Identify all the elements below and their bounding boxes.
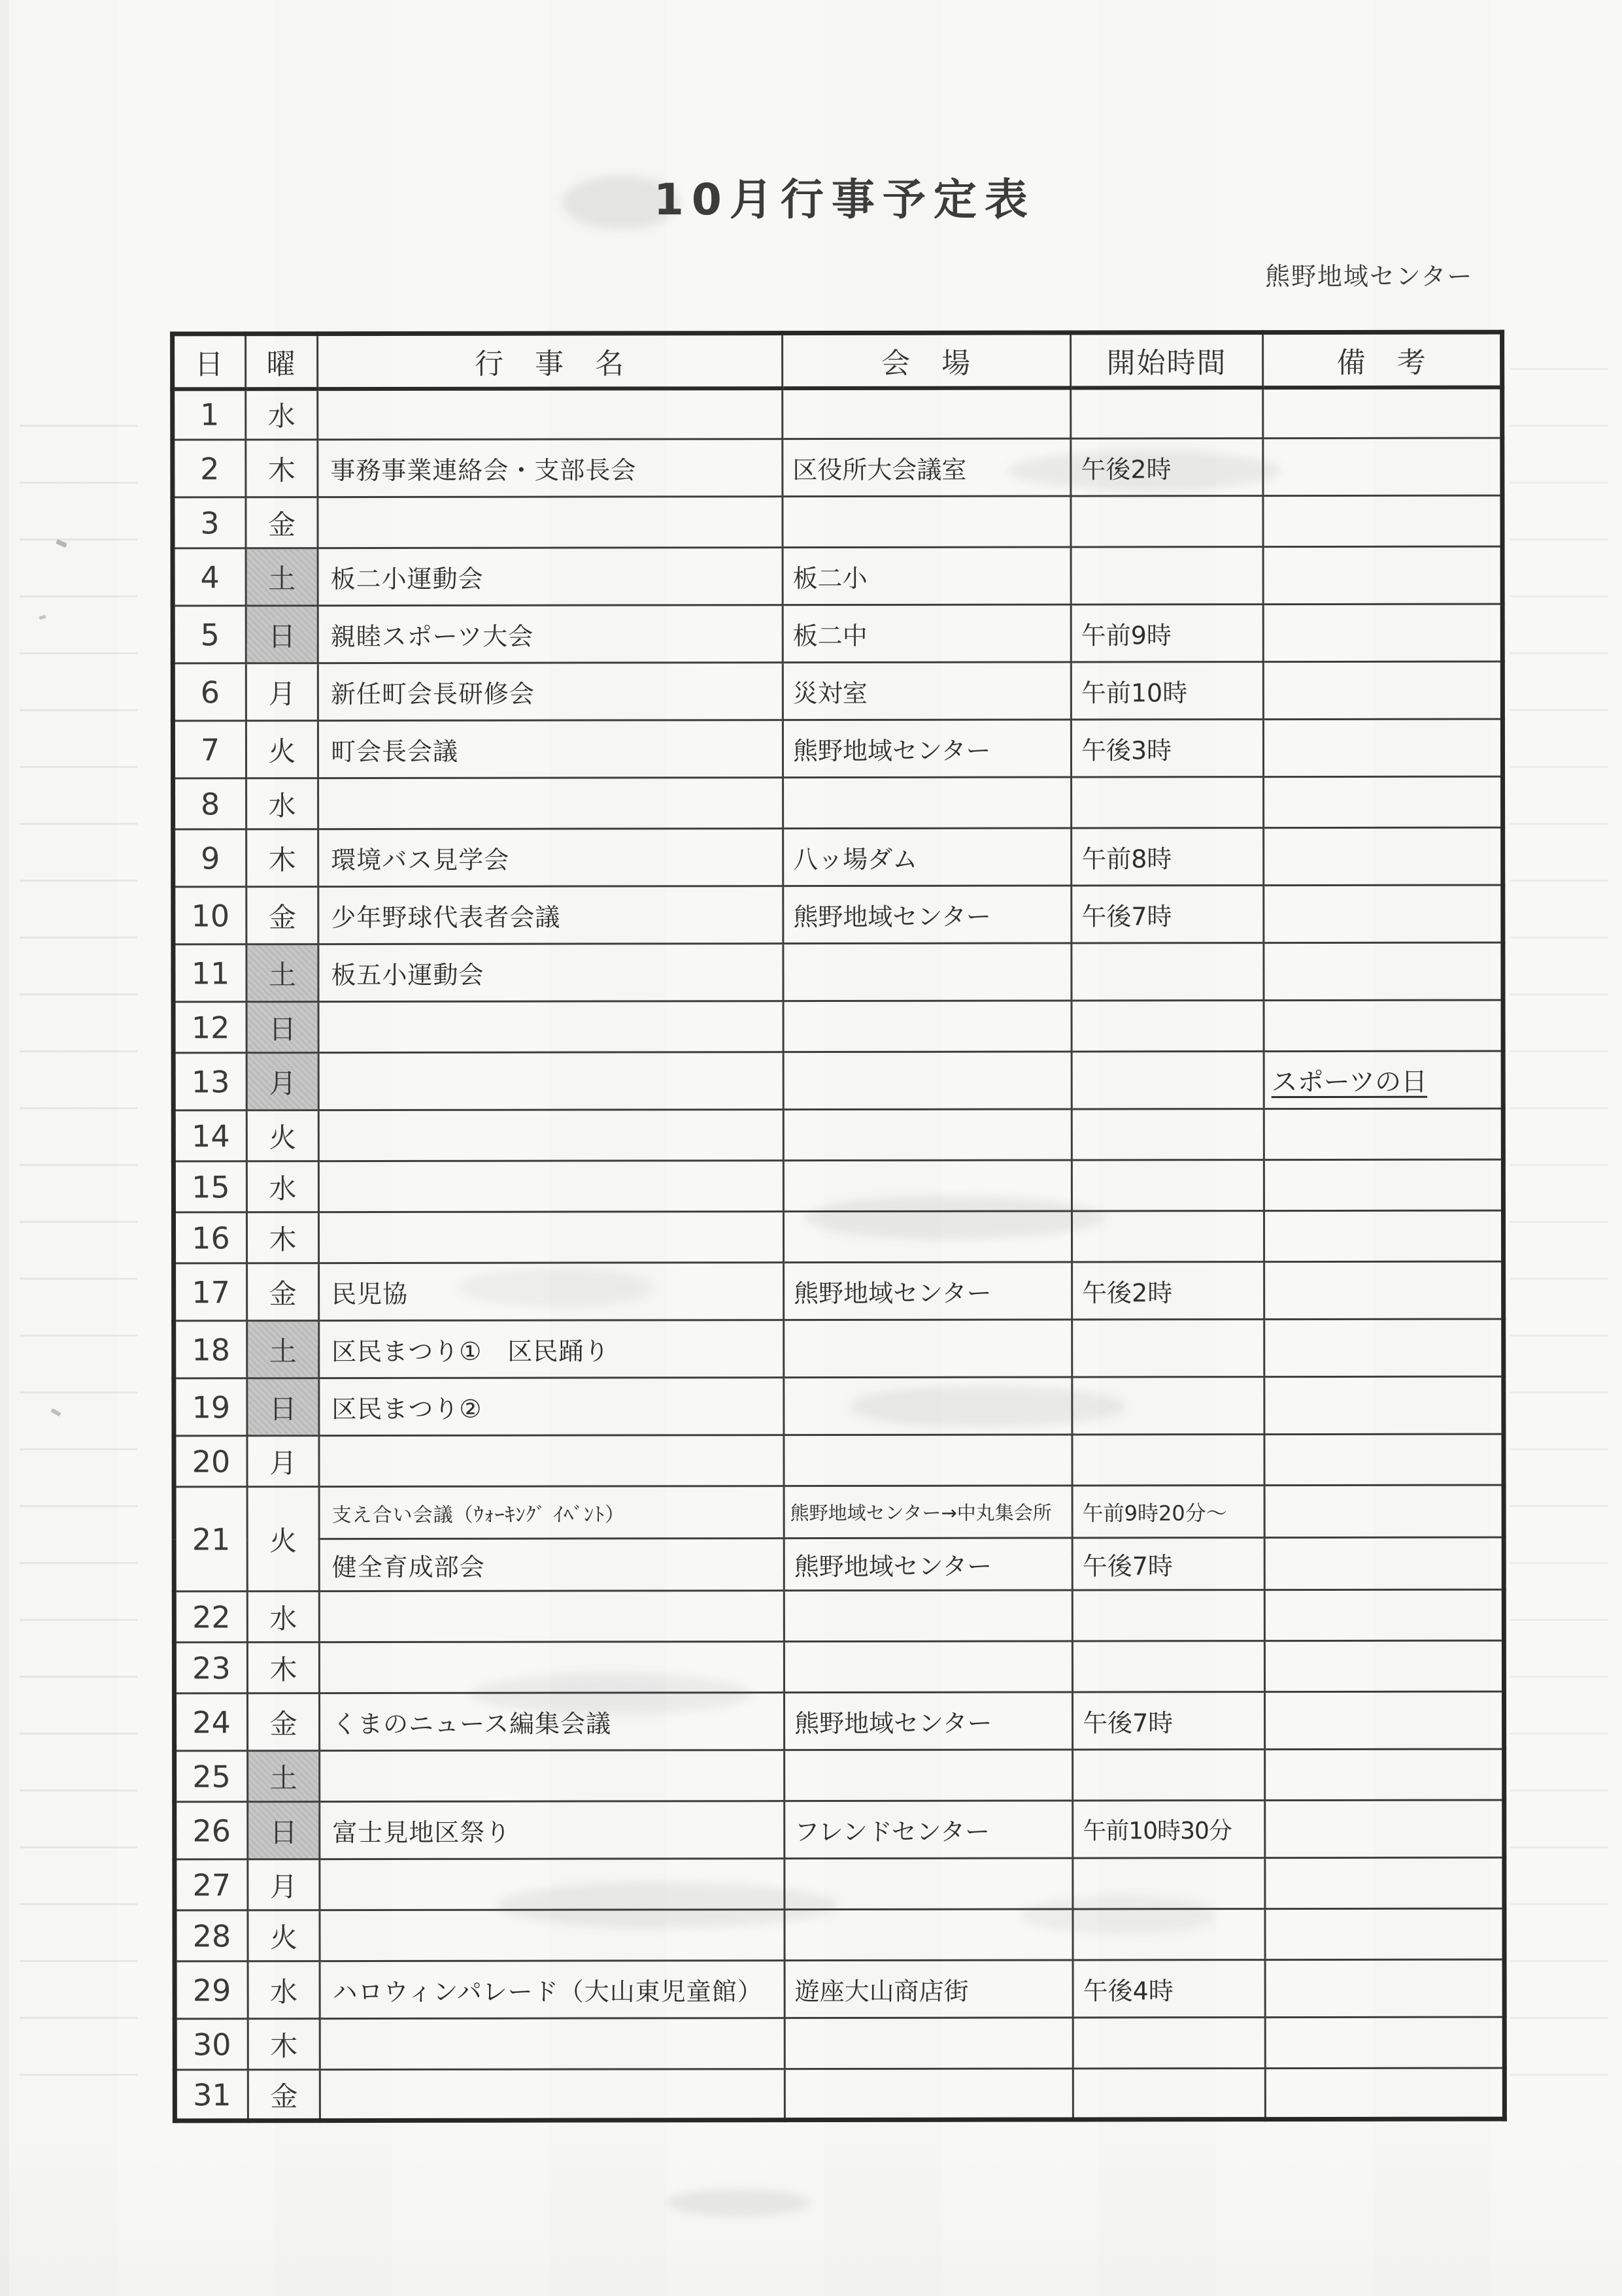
weekday-cell: 金 [248, 2070, 320, 2121]
day-cell: 27 [175, 1859, 248, 1910]
venue-cell: 熊野地域センター→中丸集会所 [784, 1486, 1072, 1539]
event-cell: 板五小運動会 [318, 944, 783, 1002]
venue-cell: 熊野地域センター [783, 886, 1072, 944]
event-cell [318, 1110, 783, 1161]
time-cell [1073, 2018, 1265, 2069]
venue-cell [783, 1001, 1072, 1052]
day-cell: 18 [174, 1321, 247, 1378]
schedule-row-9 [173, 827, 1503, 887]
day-cell: 19 [174, 1378, 247, 1436]
document-title: 10月行事予定表 [654, 175, 1036, 225]
event-cell [320, 2069, 785, 2121]
day-cell: 12 [173, 1002, 246, 1053]
time-cell: 午前8時 [1072, 828, 1264, 886]
schedule-row-18 [174, 1319, 1504, 1378]
remarks-cell [1263, 661, 1502, 720]
time-cell: 午後4時 [1073, 1960, 1265, 2018]
time-cell: 午後7時 [1072, 886, 1264, 943]
time-cell: 午前9時20分～ [1072, 1486, 1264, 1538]
organization-label: 熊野地域センター [1265, 262, 1474, 291]
event-cell: 事務事業連絡会・支部長会 [318, 439, 783, 497]
header-row [173, 332, 1502, 389]
remarks-cell [1264, 1159, 1503, 1211]
day-cell: 2 [173, 440, 246, 497]
venue-cell [785, 1909, 1073, 1961]
venue-cell: 熊野地域センター [784, 1262, 1072, 1320]
weekday-cell: 日 [248, 1802, 320, 1859]
time-cell: 午後3時 [1071, 720, 1263, 777]
remarks-cell [1264, 1640, 1504, 1692]
schedule-row-27 [175, 1857, 1504, 1910]
event-cell: 環境バス見学会 [318, 829, 783, 887]
time-cell [1073, 1909, 1265, 1960]
scan-speck [51, 1408, 61, 1417]
schedule-row-10 [173, 885, 1503, 944]
schedule-row-21a [174, 1485, 1504, 1539]
schedule-row-12 [173, 1000, 1503, 1053]
venue-cell: 八ッ場ダム [783, 828, 1072, 886]
day-cell: 21 [174, 1487, 247, 1591]
remarks-cell [1265, 2068, 1504, 2120]
weekday-cell: 金 [247, 1263, 319, 1321]
day-cell: 24 [174, 1693, 247, 1751]
remarks-cell [1265, 2017, 1504, 2069]
day-cell: 17 [174, 1263, 247, 1321]
schedule-row-22 [174, 1589, 1504, 1642]
venue-cell [783, 496, 1071, 548]
venue-cell [784, 1377, 1072, 1435]
venue-cell [785, 2069, 1073, 2120]
weekday-cell: 月 [246, 663, 318, 721]
right-margin-bleed-lines [1510, 366, 1608, 2131]
day-cell: 15 [173, 1161, 246, 1212]
day-cell: 23 [174, 1642, 247, 1693]
venue-cell [784, 1435, 1072, 1486]
remarks-cell [1265, 1857, 1504, 1909]
remarks-cell [1264, 1108, 1503, 1160]
day-cell: 31 [175, 2070, 248, 2121]
day-cell: 28 [175, 1910, 248, 1961]
day-cell: 3 [173, 497, 246, 548]
schedule-row-25 [175, 1749, 1504, 1802]
remarks-cell [1264, 1051, 1503, 1109]
header-remarks: 備 考 [1263, 332, 1502, 388]
time-cell [1072, 1001, 1264, 1052]
event-cell [318, 1161, 783, 1212]
remarks-cell [1264, 827, 1503, 886]
day-cell: 20 [174, 1436, 247, 1487]
remarks-cell [1264, 1319, 1504, 1377]
schedule-row-8 [173, 776, 1503, 829]
schedule-row-5 [173, 604, 1502, 663]
schedule-row-31 [175, 2068, 1504, 2121]
remarks-cell [1264, 776, 1503, 828]
time-cell [1073, 2069, 1265, 2120]
venue-cell: 区役所大会議室 [783, 439, 1071, 497]
day-cell: 8 [173, 778, 246, 829]
weekday-cell: 月 [247, 1436, 319, 1487]
remarks-cell [1264, 1589, 1504, 1641]
schedule-row-30 [175, 2017, 1504, 2070]
event-cell [318, 778, 783, 829]
remarks-cell [1265, 1749, 1504, 1801]
time-cell [1072, 1160, 1264, 1211]
venue-cell [783, 777, 1072, 829]
weekday-cell: 日 [247, 1378, 319, 1436]
event-cell [320, 2018, 785, 2070]
weekday-cell: 月 [248, 1859, 320, 1910]
remarks-cell [1265, 1959, 1504, 2018]
remarks-cell [1263, 719, 1502, 777]
time-cell: 午後2時 [1072, 1262, 1264, 1320]
header-weekday: 曜 [246, 334, 318, 389]
event-cell [318, 1001, 783, 1053]
venue-cell [785, 1858, 1073, 1910]
remark-text: スポーツの日 [1271, 1067, 1428, 1098]
remarks-cell [1264, 942, 1503, 1001]
time-cell [1071, 547, 1263, 605]
header-event: 行 事 名 [318, 333, 783, 389]
time-cell [1072, 943, 1264, 1001]
remarks-cell [1264, 1691, 1504, 1750]
time-cell [1071, 496, 1263, 547]
header-start-time: 開始時間 [1071, 333, 1263, 388]
weekday-cell: 火 [248, 1910, 320, 1961]
schedule-row-23 [174, 1640, 1504, 1693]
event-cell: 少年野球代表者会議 [318, 886, 783, 944]
schedule-body [173, 387, 1505, 2121]
schedule-row-1 [173, 387, 1502, 440]
schedule-row-6 [173, 661, 1502, 721]
event-cell [318, 497, 783, 548]
time-cell: 午前9時 [1071, 605, 1263, 662]
venue-cell [783, 1052, 1072, 1110]
weekday-cell: 土 [247, 1321, 319, 1378]
time-cell [1072, 777, 1264, 828]
time-cell [1073, 1858, 1265, 1909]
event-cell [320, 1750, 785, 1802]
remarks-cell [1264, 1485, 1504, 1538]
schedule-row-16 [173, 1210, 1503, 1263]
weekday-cell: 日 [246, 606, 318, 663]
event-cell [320, 1859, 785, 1910]
event-cell [318, 1052, 783, 1110]
schedule-row-19 [174, 1376, 1504, 1436]
remarks-cell [1263, 546, 1502, 605]
weekday-cell: 木 [247, 1642, 319, 1693]
time-cell [1073, 1750, 1265, 1801]
event-cell: 親睦スポーツ大会 [318, 605, 783, 663]
weekday-cell: 水 [248, 1961, 320, 2019]
scan-speck [56, 539, 67, 548]
time-cell [1072, 1320, 1264, 1377]
schedule-row-11 [173, 942, 1503, 1002]
weekday-cell: 土 [246, 944, 318, 1002]
bleedthrough-smudge [667, 2189, 811, 2216]
event-cell [320, 1910, 785, 1961]
day-cell: 26 [175, 1802, 248, 1859]
day-cell: 13 [173, 1053, 246, 1110]
day-cell: 11 [173, 944, 246, 1002]
remarks-cell [1263, 438, 1502, 496]
schedule-row-14 [173, 1108, 1503, 1161]
event-cell [319, 1642, 784, 1693]
time-cell: 午後2時 [1071, 439, 1263, 496]
table-header [173, 332, 1502, 389]
event-cell: 町会長会議 [318, 720, 783, 778]
weekday-cell: 木 [246, 829, 318, 887]
venue-cell: フレンドセンター [785, 1801, 1073, 1859]
venue-cell [783, 1211, 1072, 1263]
venue-cell [783, 943, 1072, 1001]
event-cell: 支え合い会議（ｳｫｰｷﾝｸﾞ ｲﾍﾞﾝﾄ） [319, 1486, 784, 1539]
schedule-table [170, 330, 1507, 2123]
schedule-row-7 [173, 719, 1502, 778]
event-cell [318, 388, 783, 440]
remarks-cell [1264, 1000, 1503, 1052]
schedule-row-29 [175, 1959, 1504, 2019]
day-cell: 30 [175, 2019, 248, 2070]
schedule-row-2 [173, 438, 1502, 497]
day-cell: 4 [173, 548, 246, 606]
event-cell [319, 1591, 784, 1642]
remarks-cell [1263, 604, 1502, 662]
remarks-cell [1264, 1537, 1504, 1590]
day-cell: 22 [174, 1591, 247, 1642]
time-cell [1072, 1211, 1264, 1262]
weekday-cell: 水 [246, 389, 318, 440]
day-cell: 6 [173, 663, 246, 721]
event-cell: 新任町会長研修会 [318, 663, 783, 721]
remarks-cell [1264, 1261, 1504, 1320]
schedule-row-20 [174, 1434, 1504, 1487]
venue-cell [784, 1590, 1072, 1642]
time-cell: 午後7時 [1072, 1692, 1264, 1750]
venue-cell: 板二中 [783, 605, 1071, 663]
day-cell: 5 [173, 606, 246, 663]
event-cell [318, 1212, 783, 1263]
venue-cell: 熊野地域センター [783, 720, 1071, 778]
schedule-row-28 [175, 1908, 1504, 1961]
weekday-cell: 火 [246, 1110, 318, 1161]
venue-cell: 遊座大山商店街 [785, 1960, 1073, 2018]
event-cell: ハロウィンパレード（大山東児童館） [320, 1961, 785, 2019]
remarks-cell [1264, 1434, 1504, 1486]
day-cell: 29 [175, 1961, 248, 2019]
event-cell [319, 1435, 784, 1487]
remarks-cell [1265, 1800, 1504, 1858]
event-cell: 健全育成部会 [319, 1539, 784, 1591]
remarks-cell [1264, 885, 1503, 943]
remarks-cell [1263, 495, 1502, 547]
weekday-cell: 日 [246, 1002, 318, 1053]
header-day: 日 [173, 334, 246, 389]
day-cell: 7 [173, 721, 246, 778]
venue-cell [784, 1320, 1072, 1378]
venue-cell: 災対室 [783, 662, 1071, 720]
weekday-cell: 金 [246, 497, 318, 548]
time-cell [1071, 388, 1263, 439]
time-cell [1072, 1590, 1264, 1641]
venue-cell [783, 388, 1071, 439]
weekday-cell: 金 [247, 1693, 319, 1751]
schedule-row-4 [173, 546, 1502, 606]
event-cell: 富士見地区祭り [320, 1801, 785, 1859]
weekday-cell: 水 [246, 778, 318, 829]
schedule-row-17 [174, 1261, 1504, 1321]
weekday-cell: 火 [247, 1487, 319, 1591]
header-venue: 会 場 [783, 333, 1071, 388]
weekday-cell: 火 [246, 721, 318, 778]
venue-cell [783, 1109, 1072, 1161]
schedule-row-26 [175, 1800, 1504, 1859]
day-cell: 25 [175, 1751, 248, 1802]
schedule-row-13 [173, 1051, 1503, 1110]
day-cell: 14 [173, 1110, 246, 1161]
time-cell [1072, 1109, 1264, 1160]
day-cell: 1 [173, 389, 246, 440]
event-cell: 区民まつり② [319, 1378, 784, 1436]
weekday-cell: 木 [246, 440, 318, 497]
venue-cell [785, 1750, 1073, 1801]
time-cell: 午後7時 [1072, 1538, 1264, 1590]
event-cell: 民児協 [319, 1263, 784, 1321]
remarks-cell [1264, 1376, 1504, 1435]
venue-cell [784, 1641, 1072, 1693]
weekday-cell: 水 [247, 1591, 319, 1642]
left-margin-bleed-lines [20, 418, 137, 2131]
venue-cell [783, 1160, 1072, 1212]
schedule-row-24 [174, 1691, 1504, 1751]
weekday-cell: 水 [246, 1161, 318, 1212]
scan-speck [39, 615, 46, 620]
schedule-row-15 [173, 1159, 1503, 1212]
schedule-row-3 [173, 495, 1502, 548]
event-cell: くまのニュース編集会議 [319, 1693, 784, 1751]
weekday-cell: 土 [246, 548, 318, 606]
remarks-cell [1265, 1908, 1504, 1960]
weekday-cell: 木 [248, 2019, 320, 2070]
weekday-cell: 土 [248, 1751, 320, 1802]
time-cell [1072, 1435, 1264, 1486]
time-cell: 午前10時 [1071, 662, 1263, 720]
remarks-cell [1264, 1210, 1503, 1262]
remarks-cell [1263, 387, 1502, 439]
venue-cell [785, 2018, 1073, 2069]
venue-cell: 熊野地域センター [784, 1538, 1072, 1591]
venue-cell: 板二小 [783, 547, 1071, 605]
weekday-cell: 木 [246, 1212, 318, 1263]
event-cell: 区民まつり① 区民踊り [319, 1320, 784, 1378]
time-cell [1072, 1641, 1264, 1692]
schedule-row-21b [174, 1537, 1504, 1591]
time-cell: 午前10時30分 [1073, 1801, 1265, 1858]
day-cell: 16 [173, 1212, 246, 1263]
weekday-cell: 月 [246, 1053, 318, 1110]
time-cell [1072, 1377, 1264, 1435]
venue-cell: 熊野地域センター [784, 1692, 1072, 1750]
time-cell [1072, 1052, 1264, 1109]
day-cell: 9 [173, 829, 246, 887]
weekday-cell: 金 [246, 887, 318, 944]
event-cell: 板二小運動会 [318, 548, 783, 606]
day-cell: 10 [173, 887, 246, 944]
